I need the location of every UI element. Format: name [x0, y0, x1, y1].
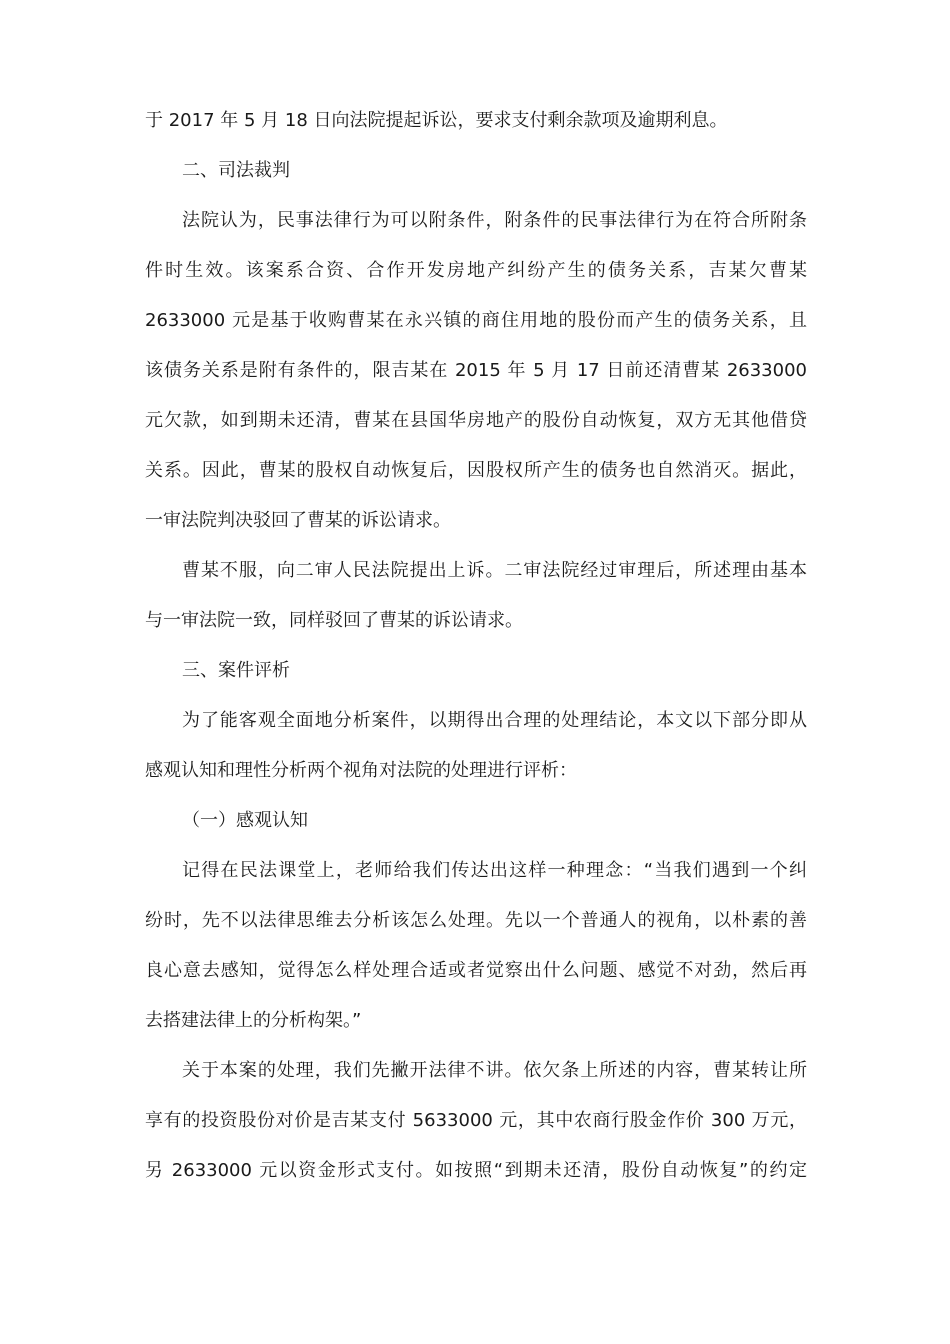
text-line: 与一审法院一致，同样驳回了曹某的诉讼请求。: [145, 610, 523, 631]
text-line: 感观认知和理性分析两个视角对法院的处理进行评析：: [145, 760, 577, 781]
text-line: 曹某不服，向二审人民法院提出上诉。二审法院经过审理后，所述理由基本: [182, 560, 807, 581]
section-heading: 三、案件评析: [182, 660, 290, 681]
text-line: 2633000 元是基于收购曹某在永兴镇的商住用地的股份而产生的债务关系，且: [145, 310, 807, 331]
text-line: 一审法院判决驳回了曹某的诉讼请求。: [145, 510, 451, 531]
text-line: 为了能客观全面地分析案件，以期得出合理的处理结论，本文以下部分即从: [182, 710, 807, 731]
text-line: 享有的投资股份对价是吉某支付 5633000 元，其中农商行股金作价 300 万元，: [145, 1110, 807, 1131]
text-line: 另 2633000 元以资金形式支付。如按照“到期未还清，股份自动恢复”的约定: [145, 1160, 807, 1181]
text-line: 件时生效。该案系合资、合作开发房地产纠纷产生的债务关系，吉某欠曹某: [145, 260, 807, 281]
text-line: 元欠款，如到期未还清，曹某在县国华房地产的股份自动恢复，双方无其他借贷: [145, 410, 807, 431]
text-line: 关系。因此，曹某的股权自动恢复后，因股权所产生的债务也自然消灭。据此，: [145, 460, 807, 481]
text-line: 记得在民法课堂上，老师给我们传达出这样一种理念：“当我们遇到一个纠: [182, 860, 807, 881]
text-line: 良心意去感知，觉得怎么样处理合适或者觉察出什么问题、感觉不对劲，然后再: [145, 960, 807, 981]
text-line: 关于本案的处理，我们先撇开法律不讲。依欠条上所述的内容，曹某转让所: [182, 1060, 807, 1081]
text-line: 纷时，先不以法律思维去分析该怎么处理。先以一个普通人的视角，以朴素的善: [145, 910, 807, 931]
text-line: 该债务关系是附有条件的，限吉某在 2015 年 5 月 17 日前还清曹某 2633000: [145, 360, 807, 381]
text-line: 去搭建法律上的分析构架。”: [145, 1010, 362, 1031]
subsection-heading: （一）感观认知: [182, 810, 308, 831]
text-line: 法院认为，民事法律行为可以附条件，附条件的民事法律行为在符合所附条: [182, 210, 807, 231]
section-heading: 二、司法裁判: [182, 160, 290, 181]
text-line: 于 2017 年 5 月 18 日向法院提起诉讼，要求支付剩余款项及逾期利息。: [145, 110, 728, 131]
